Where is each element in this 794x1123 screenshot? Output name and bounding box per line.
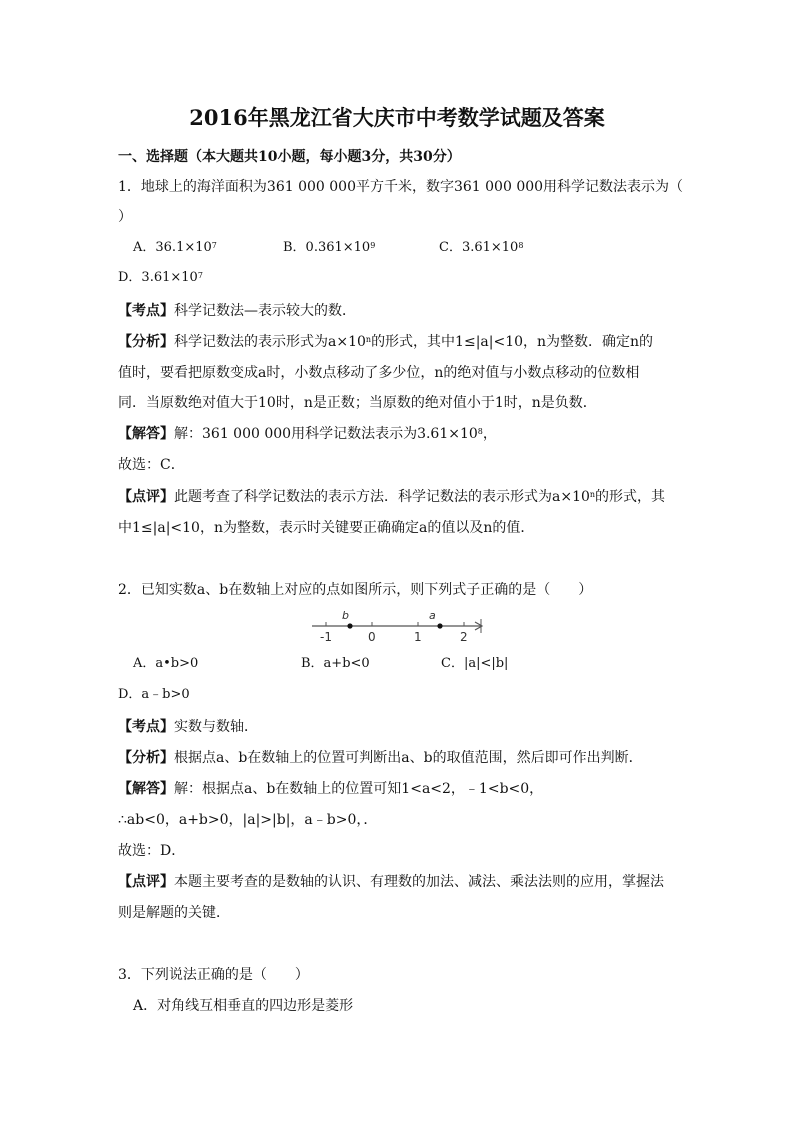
point-a-dot — [437, 623, 442, 628]
point-b-dot — [347, 623, 352, 628]
q1-dianping-line2: 中1≤|a|<10，n为整数，表示时关键要正确确定a的值以及n的值． — [118, 520, 535, 536]
q2-kaodian: 【考点】实数与数轴． — [118, 719, 258, 735]
number-line-figure — [312, 607, 490, 647]
q1-option-a: A．$36.1\times 10^7$ — [133, 240, 217, 255]
q2-therefore: ∴ab<0，a+b>0，|a|>|b|，a﹣b>0，． — [118, 812, 378, 828]
q2-stem: 2．已知实数a、b在数轴上对应的点如图所示，则下列式子正确的是（ ） — [118, 582, 593, 598]
q1-stem-line1: 1．地球上的海洋面积为361 000 000平方千米，数字361 000 000用科学记数法表示为（ — [118, 179, 684, 195]
tick-label-2: 2 — [460, 630, 468, 644]
q2-dianping-line1: 【点评】本题主要考查的是数轴的认识、有理数的加法、减法、乘法法则的应用，掌握法 — [118, 874, 664, 890]
q2-fenxi: 【分析】根据点a、b在数轴上的位置可判断出a、b的取值范围，然后即可作出判断． — [118, 750, 643, 766]
q2-jieda: 【解答】解：根据点a、b在数轴上的位置可知1<a<2，﹣1<b<0， — [118, 781, 544, 797]
q3-option-a: A．对角线互相垂直的四边形是菱形 — [133, 998, 354, 1014]
q3-stem: 3．下列说法正确的是（ ） — [118, 967, 309, 983]
point-b-label: b — [342, 609, 349, 622]
q1-fenxi-line2: 值时，要看把原数变成a时，小数点移动了多少位，n的绝对值与小数点移动的位数相 — [118, 365, 640, 381]
q1-fenxi-line1: 【分析】科学记数法的表示形式为$a\times 10^n$的形式，其中1≤|a|<10，n为整数．确定n的 — [118, 334, 654, 350]
tick-label-neg1: -1 — [320, 630, 332, 644]
q1-answer: 故选：C． — [118, 457, 185, 473]
q1-option-b: B．$0.361\times 10^9$ — [283, 240, 376, 255]
q1-dianping-line1: 【点评】此题考查了科学记数法的表示方法．科学记数法的表示形式为$a\times 10^n$的形式，其 — [118, 489, 666, 505]
q2-answer: 故选：D． — [118, 843, 186, 859]
tick-label-1: 1 — [414, 630, 422, 644]
q2-option-c: C．|a|<|b| — [441, 656, 509, 671]
q2-option-b: B．a+b<0 — [301, 656, 370, 671]
q1-stem-line2: ） — [118, 209, 132, 225]
q1-fenxi-line3: 同．当原数绝对值大于10时，n是正数；当原数的绝对值小于1时，n是负数． — [118, 395, 597, 411]
q1-kaodian: 【考点】科学记数法—表示较大的数． — [118, 303, 356, 319]
q2-option-d: D．a﹣b>0 — [118, 687, 190, 702]
q1-option-c: C．$3.61\times 10^8$ — [439, 240, 524, 255]
point-a-label: a — [429, 609, 436, 622]
q2-dianping-line2: 则是解题的关键． — [118, 905, 230, 921]
q2-option-a: A．a•b>0 — [133, 656, 199, 671]
tick-label-0: 0 — [368, 630, 376, 644]
q1-option-d: D．$3.61\times 10^7$ — [118, 270, 203, 285]
section-heading: 一、选择题（本大题共10小题，每小题3分，共30分） — [118, 149, 461, 165]
q1-jieda: 【解答】解：361 000 000用科学记数法表示为$3.61\times 10^8$， — [118, 426, 497, 442]
page-title: 2016年黑龙江省大庆市中考数学试题及答案 — [189, 105, 605, 130]
